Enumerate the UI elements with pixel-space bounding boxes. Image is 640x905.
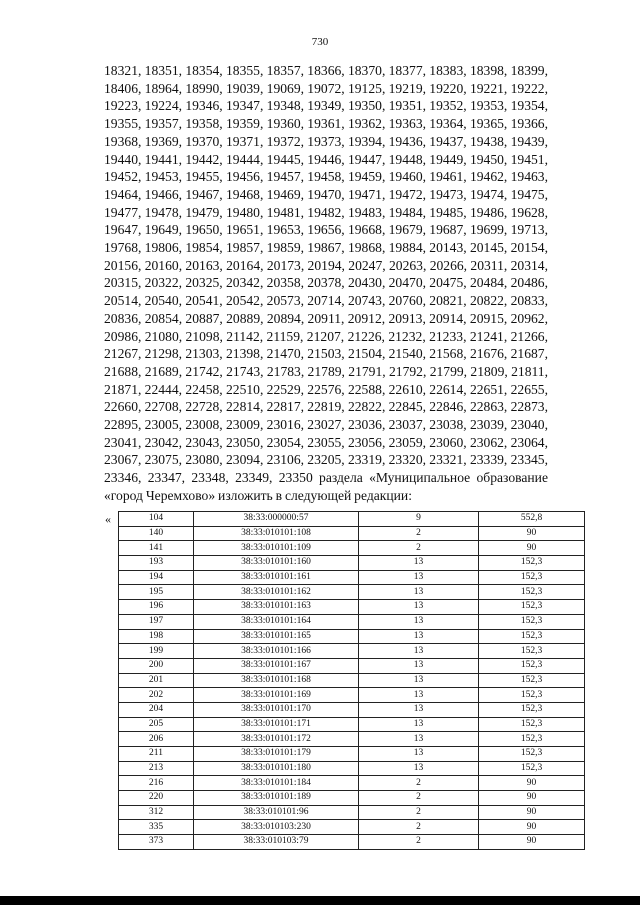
cadastral-number-cell: 38:33:010101:165	[194, 629, 359, 644]
cadastral-number-cell: 38:33:010101:160	[194, 556, 359, 571]
row-number-cell: 195	[119, 585, 194, 600]
code-cell: 13	[359, 644, 479, 659]
area-cell: 152,3	[479, 761, 585, 776]
area-cell: 152,3	[479, 600, 585, 615]
cadastral-number-cell: 38:33:010101:169	[194, 688, 359, 703]
row-number-cell: 204	[119, 702, 194, 717]
table-row	[119, 629, 585, 644]
code-cell: 2	[359, 791, 479, 806]
table-row	[119, 761, 585, 776]
cadastral-number-cell: 38:33:010101:171	[194, 717, 359, 732]
table-row	[119, 644, 585, 659]
row-number-cell: 194	[119, 570, 194, 585]
scan-bottom-edge	[0, 896, 640, 905]
table-row	[119, 747, 585, 762]
row-number-cell: 140	[119, 526, 194, 541]
code-cell: 2	[359, 805, 479, 820]
area-cell: 552,8	[479, 512, 585, 527]
area-cell: 90	[479, 805, 585, 820]
code-cell: 9	[359, 512, 479, 527]
area-cell: 152,3	[479, 688, 585, 703]
table-row	[119, 776, 585, 791]
code-cell: 2	[359, 820, 479, 835]
table-row	[119, 541, 585, 556]
code-cell: 13	[359, 658, 479, 673]
cadastral-number-cell: 38:33:010101:184	[194, 776, 359, 791]
code-cell: 2	[359, 526, 479, 541]
area-cell: 90	[479, 820, 585, 835]
area-cell: 152,3	[479, 673, 585, 688]
area-cell: 152,3	[479, 614, 585, 629]
code-cell: 13	[359, 600, 479, 615]
code-cell: 13	[359, 629, 479, 644]
code-cell: 13	[359, 747, 479, 762]
cadastral-number-cell: 38:33:010101:179	[194, 747, 359, 762]
table-row	[119, 805, 585, 820]
row-number-cell: 201	[119, 673, 194, 688]
table-row	[119, 512, 585, 527]
cadastral-number-cell: 38:33:010103:79	[194, 835, 359, 850]
cadastral-number-cell: 38:33:010101:168	[194, 673, 359, 688]
area-cell: 152,3	[479, 658, 585, 673]
cadastral-number-cell: 38:33:010101:96	[194, 805, 359, 820]
code-cell: 13	[359, 673, 479, 688]
cadastral-number-cell: 38:33:010101:172	[194, 732, 359, 747]
code-cell: 13	[359, 570, 479, 585]
table-row	[119, 791, 585, 806]
code-cell: 13	[359, 614, 479, 629]
cadastral-number-cell: 38:33:010101:189	[194, 791, 359, 806]
table-row	[119, 820, 585, 835]
area-cell: 90	[479, 776, 585, 791]
row-number-cell: 373	[119, 835, 194, 850]
row-number-cell: 104	[119, 512, 194, 527]
area-cell: 152,3	[479, 644, 585, 659]
table-row	[119, 585, 585, 600]
area-cell: 152,3	[479, 585, 585, 600]
area-cell: 90	[479, 526, 585, 541]
table-row	[119, 600, 585, 615]
table-row	[119, 570, 585, 585]
table-row	[119, 835, 585, 850]
table-row	[119, 732, 585, 747]
opening-quote-mark: «	[105, 512, 111, 526]
code-cell: 13	[359, 688, 479, 703]
row-number-cell: 206	[119, 732, 194, 747]
row-number-cell: 335	[119, 820, 194, 835]
area-cell: 90	[479, 835, 585, 850]
table-row	[119, 688, 585, 703]
row-number-cell: 216	[119, 776, 194, 791]
row-number-cell: 202	[119, 688, 194, 703]
code-cell: 13	[359, 585, 479, 600]
code-cell: 13	[359, 761, 479, 776]
cadastral-number-cell: 38:33:010101:180	[194, 761, 359, 776]
table-row	[119, 556, 585, 571]
cadastral-number-cell: 38:33:010101:108	[194, 526, 359, 541]
cadastral-number-cell: 38:33:010101:162	[194, 585, 359, 600]
parcel-table-body	[119, 512, 585, 850]
cadastral-number-cell: 38:33:010101:109	[194, 541, 359, 556]
row-number-cell: 312	[119, 805, 194, 820]
row-number-cell: 220	[119, 791, 194, 806]
code-cell: 13	[359, 556, 479, 571]
cadastral-number-cell: 38:33:010101:163	[194, 600, 359, 615]
row-number-cell: 141	[119, 541, 194, 556]
table-row	[119, 614, 585, 629]
area-cell: 152,3	[479, 717, 585, 732]
area-cell: 152,3	[479, 570, 585, 585]
code-cell: 2	[359, 541, 479, 556]
area-cell: 90	[479, 791, 585, 806]
table-row	[119, 717, 585, 732]
area-cell: 152,3	[479, 702, 585, 717]
page-number: 730	[311, 36, 329, 48]
parcel-table	[118, 511, 585, 850]
table-row	[119, 673, 585, 688]
area-cell: 152,3	[479, 747, 585, 762]
table-row	[119, 526, 585, 541]
area-cell: 90	[479, 541, 585, 556]
code-cell: 2	[359, 835, 479, 850]
row-number-cell: 197	[119, 614, 194, 629]
table-row	[119, 658, 585, 673]
table-row	[119, 702, 585, 717]
row-number-cell: 199	[119, 644, 194, 659]
area-cell: 152,3	[479, 629, 585, 644]
cadastral-number-cell: 38:33:010101:164	[194, 614, 359, 629]
area-cell: 152,3	[479, 732, 585, 747]
cadastral-number-cell: 38:33:000000:57	[194, 512, 359, 527]
cadastral-number-cell: 38:33:010101:167	[194, 658, 359, 673]
row-number-cell: 200	[119, 658, 194, 673]
cadastral-number-cell: 38:33:010101:166	[194, 644, 359, 659]
row-number-cell: 211	[119, 747, 194, 762]
row-number-cell: 196	[119, 600, 194, 615]
area-cell: 152,3	[479, 556, 585, 571]
cadastral-number-cell: 38:33:010101:170	[194, 702, 359, 717]
body-paragraph: 18321, 18351, 18354, 18355, 18357, 18366, 18370, 18377, 18383, 18398, 18399, 18406, 18964, 18990, 19039, 19069, 19072, 19125, 19219, 19220, 19221, 19222, 19223, 19224, 19346, 19347, 19348, 19349, 19350, 19351, 19352, 19353, 19354, 19355, 19357, 19358, 19359, 19360, 19361, 19362, 19363, 19364, 19365, 19366, 19368, 19369, 19370, 19371, 19372, 19373, 19394, 19436, 19437, 19438, 19439, 19440, 19441, 19442, 19444, 19445, 19446, 19447, 19448, 19449, 19450, 19451, 19452, 19453, 19455, 19456, 19457, 19458, 19459, 19460, 19461, 19462, 19463, 19464, 19466, 19467, 19468, 19469, 19470, 19471, 19472, 19473, 19474, 19475, 19477, 19478, 19479, 19480, 19481, 19482, 19483, 19484, 19485, 19486, 19628, 19647, 19649, 19650, 19651, 19653, 19656, 19668, 19679, 19687, 19699, 19713, 19768, 19806, 19854, 19857, 19859, 19867, 19868, 19884, 20143, 20145, 20154, 20156, 20160, 20163, 20164, 20173, 20194, 20247, 20263, 20266, 20311, 20314, 20315, 20322, 20325, 20342, 20358, 20378, 20430, 20470, 20475, 20484, 20486, 20514, 20540, 20541, 20542, 20573, 20714, 20743, 20760, 20821, 20822, 20833, 20836, 20854, 20887, 20889, 20894, 20911, 20912, 20913, 20914, 20915, 20962, 20986, 21080, 21098, 21142, 21159, 21207, 21226, 21232, 21233, 21241, 21266, 21267, 21298, 21303, 21398, 21470, 21503, 21504, 21540, 21568, 21676, 21687, 21688, 21689, 21742, 21743, 21783, 21789, 21791, 21792, 21799, 21809, 21811, 21871, 22444, 22458, 22510, 22529, 22576, 22588, 22610, 22614, 22651, 22655, 22660, 22708, 22728, 22814, 22817, 22819, 22822, 22845, 22846, 22863, 22873, 22895, 23005, 23008, 23009, 23016, 23027, 23036, 23037, 23038, 23039, 23040, 23041, 23042, 23043, 23050, 23054, 23055, 23056, 23059, 23060, 23062, 23064, 23067, 23075, 23080, 23094, 23106, 23205, 23319, 23320, 23321, 23339, 23345, 23346, 23347, 23348, 23349, 23350 раздела «Муниципальное образование «город Черемхово» изложить в следующей редакции:	[104, 63, 548, 503]
row-number-cell: 213	[119, 761, 194, 776]
row-number-cell: 193	[119, 556, 194, 571]
cadastral-number-cell: 38:33:010103:230	[194, 820, 359, 835]
cadastral-number-cell: 38:33:010101:161	[194, 570, 359, 585]
row-number-cell: 205	[119, 717, 194, 732]
code-cell: 2	[359, 776, 479, 791]
code-cell: 13	[359, 717, 479, 732]
code-cell: 13	[359, 732, 479, 747]
code-cell: 13	[359, 702, 479, 717]
row-number-cell: 198	[119, 629, 194, 644]
